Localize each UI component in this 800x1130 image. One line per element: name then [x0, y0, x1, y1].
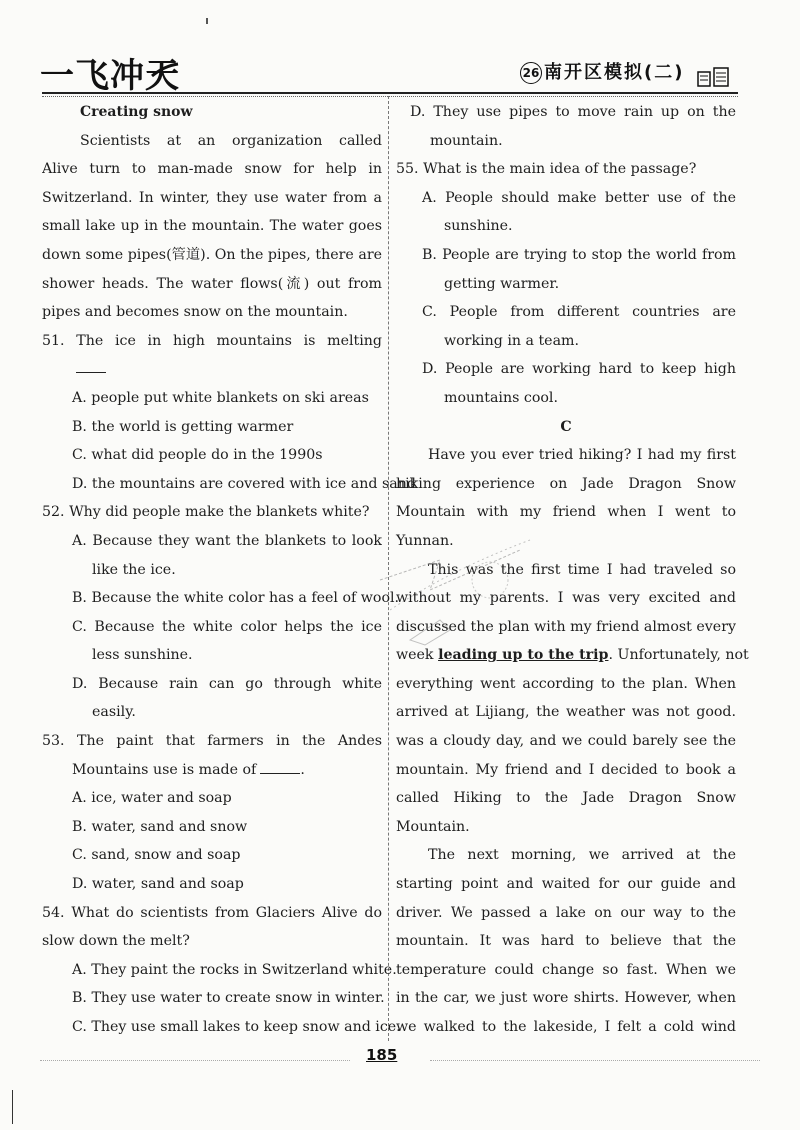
question-51-option-c: C. what did people do in the 1990s — [72, 447, 323, 464]
question-55-stem: 55. What is the main idea of the passage? — [396, 161, 697, 178]
page-number: 185 — [366, 1046, 398, 1064]
question-51-option-a: A. people put white blankets on ski areas — [72, 389, 369, 406]
passage-line: called Hiking to the Jade Dragon Snow — [396, 790, 736, 807]
question-51-stem: 51. The ice in high mountains is melting — [42, 332, 382, 349]
passage-line: starting point and waited for our guide and — [396, 876, 736, 893]
header-rule-dotted — [42, 96, 738, 97]
question-52-option-a-cont: like the ice. — [92, 561, 176, 578]
question-52-option-a: A. Because they want the blankets to look — [72, 532, 382, 549]
question-51-blank — [42, 355, 382, 384]
passage-line: temperature could change so fast. When we — [396, 961, 736, 978]
passage-line: Mountain with my friend when I went to — [396, 504, 736, 521]
question-53-option-b: B. water, sand and snow — [72, 818, 248, 835]
question-52-option-d: D. Because rain can go through white — [72, 675, 382, 692]
passage-line: Have you ever tried hiking? I had my first — [428, 447, 736, 464]
question-53-option-d: D. water, sand and soap — [72, 876, 244, 893]
question-54-option-d-cont: mountain. — [430, 132, 503, 149]
header-rule — [42, 92, 738, 94]
brand-title: 一飞冲天 — [40, 56, 180, 96]
question-53-option-a: A. ice, water and soap — [72, 790, 232, 807]
watermark-stamp-icon — [370, 520, 540, 680]
question-52-option-d-cont: easily. — [92, 704, 136, 721]
passage-line: mountain. My friend and I decided to book a — [396, 761, 736, 778]
question-51-option-d: D. the mountains are covered with ice and sand — [72, 475, 416, 492]
passage-line: pipes and becomes snow on the mountain. — [42, 304, 348, 321]
text-after-highlight: . Unfortunately, not — [608, 647, 749, 664]
question-53-stem-cont: Mountains use is made of . — [42, 756, 382, 785]
page-header — [0, 0, 800, 100]
question-55-option-b-cont: getting warmer. — [444, 275, 560, 292]
passage-line: arrived at Lijiang, the weather was not good. — [396, 704, 736, 721]
passage-title: Creating snow — [80, 104, 193, 120]
passage-line: in the car, we just wore shirts. However, when — [396, 990, 736, 1007]
brand-swash-icon — [150, 62, 180, 78]
question-55-option-c-cont: working in a team. — [444, 332, 580, 349]
question-54-stem-cont: slow down the melt? — [42, 933, 190, 950]
question-55-option-b: B. People are trying to stop the world from — [422, 246, 736, 263]
passage-line: Mountain. — [396, 818, 470, 835]
passage-line: was a cloudy day, and we could barely see the — [396, 733, 736, 750]
passage-line: Alive turn to man-made snow for help in — [42, 161, 382, 178]
question-52-stem: 52. Why did people make the blankets white? — [42, 504, 370, 521]
passage-line: driver. We passed a lake on our way to the — [396, 904, 736, 921]
footer-rule — [430, 1060, 760, 1061]
question-52-option-c: C. Because the white color helps the ice — [72, 618, 382, 635]
question-55-option-c: C. People from different countries are — [422, 304, 736, 321]
exam-title — [520, 58, 684, 84]
question-54-stem: 54. What do scientists from Glaciers Alive do — [42, 904, 382, 921]
question-52-option-b: B. Because the white color has a feel of wool. — [72, 590, 400, 607]
answer-blank — [76, 360, 106, 373]
publisher-logo-icon — [694, 64, 734, 90]
question-54-option-a: A. They paint the rocks in Switzerland white. — [72, 961, 397, 978]
passage-line: mountain. It was hard to believe that the — [396, 933, 736, 950]
question-54-option-b: B. They use water to create snow in winter. — [72, 990, 385, 1007]
section-label: C — [560, 418, 572, 435]
question-52-option-c-cont: less sunshine. — [92, 647, 193, 664]
passage-line: we walked to the lakeside, I felt a cold wind — [396, 1019, 736, 1035]
passage-line: without my parents. I was very excited and — [396, 590, 736, 607]
passage-line: Switzerland. In winter, they use water from a — [42, 189, 382, 206]
exam-title-text: 南开区模拟(二) — [544, 62, 685, 83]
scan-mark — [206, 18, 208, 24]
question-53-stem: 53. The paint that farmers in the Andes — [42, 733, 382, 750]
question-54-option-d: D. They use pipes to move rain up on the — [410, 104, 736, 120]
passage-line: everything went according to the plan. When — [396, 675, 736, 692]
page-footer — [0, 1040, 800, 1100]
passage-line: small lake up in the mountain. The water goes — [42, 218, 382, 235]
question-53-stem-text: Mountains use is made of — [72, 761, 257, 778]
question-53-option-c: C. sand, snow and soap — [72, 847, 241, 864]
passage-line: The next morning, we arrived at the — [428, 847, 736, 864]
exam-number-badge: 26 — [520, 62, 542, 84]
question-54-option-c: C. They use small lakes to keep snow and ice. — [72, 1019, 401, 1035]
answer-blank — [260, 759, 300, 774]
highlighted-phrase: leading up to the trip — [438, 647, 609, 664]
question-55-option-a-cont: sunshine. — [444, 218, 513, 235]
margin-mark — [12, 1090, 13, 1124]
text-week: week — [396, 647, 434, 664]
question-51-option-b: B. the world is getting warmer — [72, 418, 294, 435]
passage-line: shower heads. The water flows(流) out from — [42, 275, 382, 292]
question-55-option-d: D. People are working hard to keep high — [422, 361, 736, 378]
passage-line: Yunnan. — [396, 532, 454, 549]
passage-line: hiking experience on Jade Dragon Snow — [396, 475, 736, 492]
question-55-option-a: A. People should make better use of the — [422, 189, 736, 206]
passage-line: discussed the plan with my friend almost every — [396, 618, 736, 635]
passage-line: down some pipes(管道). On the pipes, there are — [42, 246, 382, 263]
passage-line: This was the first time I had traveled so — [428, 561, 736, 578]
passage-line: Scientists at an organization called — [80, 132, 382, 149]
footer-rule — [40, 1060, 350, 1061]
question-55-option-d-cont: mountains cool. — [444, 389, 558, 406]
